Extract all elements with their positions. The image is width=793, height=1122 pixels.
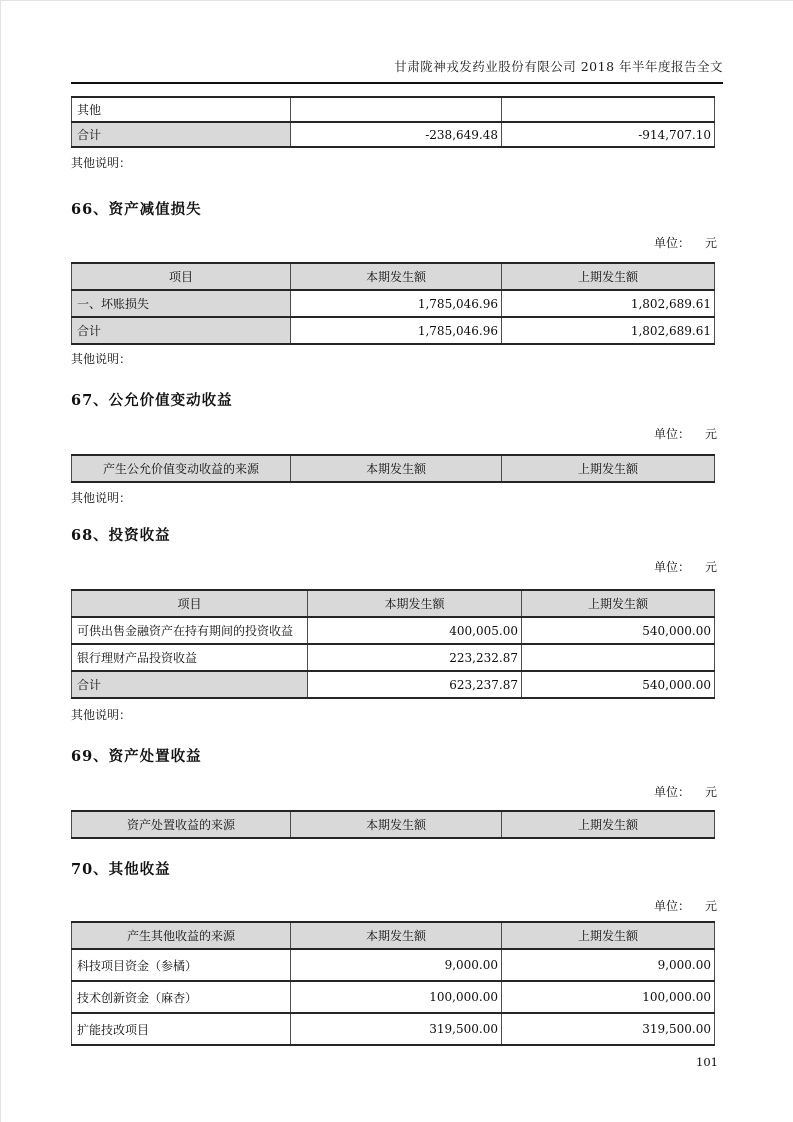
row-label-cell: 合计: [72, 122, 291, 147]
investment-income-table: [71, 589, 715, 699]
amount-cell: 1,802,689.61: [502, 290, 715, 317]
section-title: 68、投资收益: [71, 527, 171, 544]
amount-cell: -914,707.10: [502, 122, 715, 147]
table-header-row: [72, 455, 715, 482]
amount-cell: 623,237.87: [308, 671, 522, 698]
table-row: [72, 617, 715, 644]
amount-cell: 319,500.00: [502, 1013, 715, 1045]
amount-cell: [502, 97, 715, 122]
amount-cell: 1,802,689.61: [502, 317, 715, 344]
amount-cell: 319,500.00: [291, 1013, 502, 1045]
row-label-cell: 其他: [72, 97, 291, 122]
table-row: [72, 97, 715, 122]
column-header: 项目: [72, 263, 291, 290]
table-row: [72, 122, 715, 147]
column-header: 本期发生额: [308, 590, 522, 617]
continuation-table-body: [72, 97, 715, 147]
column-header: 上期发生额: [502, 922, 715, 949]
column-header: 项目: [72, 590, 308, 617]
row-label-cell: 一、坏账损失: [72, 290, 291, 317]
column-header: 本期发生额: [291, 455, 502, 482]
table-row: [72, 1013, 715, 1045]
unit-label: 单位：: [653, 236, 690, 250]
section-investment-income: [71, 527, 723, 723]
section-title: 70、其他收益: [71, 861, 171, 878]
amount-cell: 9,000.00: [502, 949, 715, 981]
amount-cell: -238,649.48: [291, 122, 502, 147]
column-header: 上期发生额: [502, 811, 715, 838]
unit-label: 单位：: [653, 427, 690, 441]
unit-label: 单位：: [653, 560, 690, 574]
section-asset-disposal-income: [71, 748, 723, 839]
section-title: 69、资产处置收益: [71, 748, 202, 765]
section-other-income: [71, 861, 723, 1046]
table-header-row: [72, 263, 715, 290]
table-header-row: [72, 590, 715, 617]
amount-cell: 9,000.00: [291, 949, 502, 981]
asset-disposal-table: [71, 810, 715, 839]
table-header-row: [72, 922, 715, 949]
section-title: 67、公允价值变动收益: [71, 392, 233, 409]
column-header: 本期发生额: [291, 811, 502, 838]
unit-value: 元: [704, 785, 717, 799]
column-header: 上期发生额: [502, 263, 715, 290]
header-rule: [71, 82, 723, 84]
other-notes-label: 其他说明：: [71, 708, 132, 722]
column-header: 上期发生额: [522, 590, 715, 617]
table-body: [72, 617, 715, 698]
unit-line: [71, 427, 723, 442]
unit-value: 元: [704, 236, 717, 250]
amount-cell: 100,000.00: [502, 981, 715, 1013]
column-header: 资产处置收益的来源: [72, 811, 291, 838]
page-header: [71, 59, 723, 75]
table-head: [72, 922, 715, 949]
other-notes-label: 其他说明：: [71, 352, 132, 366]
unit-value: 元: [704, 560, 717, 574]
amount-cell: 1,785,046.96: [291, 317, 502, 344]
unit-value: 元: [704, 427, 717, 441]
row-label-cell: 技术创新资金（麻杏）: [72, 981, 291, 1013]
continuation-table: [71, 96, 715, 148]
unit-value: 元: [704, 899, 717, 913]
table-body: [72, 949, 715, 1045]
amount-cell: 400,005.00: [308, 617, 522, 644]
unit-label: 单位：: [653, 899, 690, 913]
table-row: [72, 317, 715, 344]
column-header: 本期发生额: [291, 263, 502, 290]
row-label-cell: 银行理财产品投资收益: [72, 644, 308, 671]
section-fair-value-change-income: [71, 392, 723, 506]
table-head: [72, 811, 715, 838]
asset-impairment-table: [71, 262, 715, 345]
row-label-cell: 可供出售金融资产在持有期间的投资收益: [72, 617, 308, 644]
table-head: [72, 263, 715, 290]
column-header: 产生公允价值变动收益的来源: [72, 455, 291, 482]
fair-value-change-table: [71, 454, 715, 483]
unit-line: [71, 785, 723, 800]
row-label-cell: 合计: [72, 671, 308, 698]
table-body: [72, 290, 715, 344]
other-notes-label: 其他说明：: [71, 156, 132, 170]
row-label-cell: 扩能技改项目: [72, 1013, 291, 1045]
table-row: [72, 644, 715, 671]
column-header: 本期发生额: [291, 922, 502, 949]
section-title: 66、资产减值损失: [71, 201, 202, 218]
amount-cell: [291, 97, 502, 122]
unit-line: [71, 236, 723, 251]
amount-cell: 223,232.87: [308, 644, 522, 671]
other-income-table: [71, 921, 715, 1046]
table-row: [72, 981, 715, 1013]
amount-cell: [522, 644, 715, 671]
row-label-cell: 合计: [72, 317, 291, 344]
section-asset-impairment-loss: [71, 201, 723, 367]
table-header-row: [72, 811, 715, 838]
unit-line: [71, 899, 723, 914]
page-number: 101: [696, 1055, 718, 1069]
amount-cell: 100,000.00: [291, 981, 502, 1013]
table-head: [72, 455, 715, 482]
amount-cell: 540,000.00: [522, 617, 715, 644]
column-header: 产生其他收益的来源: [72, 922, 291, 949]
unit-line: [71, 560, 723, 575]
report-title: 甘肃陇神戎发药业股份有限公司 2018 年半年度报告全文: [394, 59, 723, 74]
other-notes-label: 其他说明：: [71, 491, 132, 505]
unit-label: 单位：: [653, 785, 690, 799]
amount-cell: 540,000.00: [522, 671, 715, 698]
row-label-cell: 科技项目资金（参橘）: [72, 949, 291, 981]
table-row: [72, 949, 715, 981]
column-header: 上期发生额: [502, 455, 715, 482]
amount-cell: 1,785,046.96: [291, 290, 502, 317]
table-row: [72, 290, 715, 317]
table-row: [72, 671, 715, 698]
table-head: [72, 590, 715, 617]
